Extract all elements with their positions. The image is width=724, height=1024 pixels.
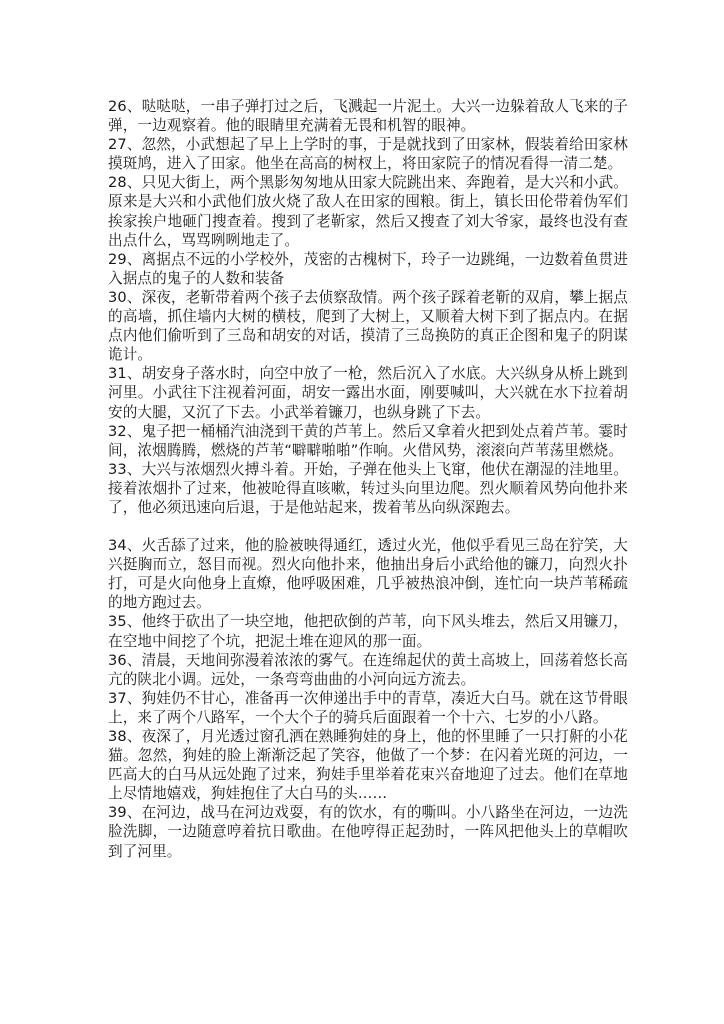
paragraph-32 xyxy=(108,422,628,460)
paragraph-text: 只见大街上，两个黑影匆匆地从田家大院跳出来、奔跑着，是大兴和小武。原来是大兴和小武他们放火烧了敌人在田家的囤粮。街上，镇长田伦带着伪军们挨家挨户地砸门搜查着。搜到了老靳家，然后又搜查了刘大爷家，最终也没有查出点什么，骂骂咧咧地走了。 xyxy=(108,174,628,249)
paragraph-number: 39、 xyxy=(108,804,142,822)
paragraph-text: 鬼子把一桶桶汽油浇到干黄的芦苇上。然后又拿着火把到处点着芦苇。霎时间，浓烟腾腾，燃烧的芦苇“噼噼啪啪”作响。火借风势，滚滚向芦苇荡里燃烧。 xyxy=(108,422,628,459)
paragraph-38 xyxy=(108,727,628,803)
paragraph-text: 他终于砍出了一块空地，他把砍倒的芦苇，向下风头堆去，然后又用镰刀，在空地中间挖了个坑，把泥土堆在迎风的那一面。 xyxy=(108,613,628,650)
paragraph-number: 31、 xyxy=(108,365,142,383)
paragraph-number: 30、 xyxy=(108,288,142,306)
paragraph-text: 大兴与浓烟烈火搏斗着。开始，子弹在他头上飞窜，他伏在潮湿的洼地里。接着浓烟扑了过来，他被呛得直咳嗽，转过头向里边爬。烈火顺着风势向他扑来了，他必须迅速向后退，于是他站起来，拨着苇丛向纵深跑去。 xyxy=(108,460,628,516)
paragraph-39 xyxy=(108,803,628,860)
paragraph-number: 34、 xyxy=(108,537,142,555)
paragraph-number: 33、 xyxy=(108,460,142,478)
paragraph-27 xyxy=(108,135,628,173)
paragraph-26 xyxy=(108,97,628,135)
paragraph-29 xyxy=(108,250,628,288)
paragraph-text: 深夜，老靳带着两个孩子去侦察敌情。两个孩子踩着老靳的双肩，攀上据点的高墙，抓住墙内大树的横枝，爬到了大树上，又顺着大树下到了据点内。在据点内他们偷听到了三岛和胡安的对话，摸清了三岛换防的真正企图和鬼子的阴谋诡计。 xyxy=(108,288,628,364)
paragraph-number: 36、 xyxy=(108,651,142,669)
paragraph-number: 28、 xyxy=(108,174,142,192)
paragraph-text: 夜深了，月光透过窗孔洒在熟睡狗娃的身上，他的怀里睡了一只打鼾的小花猫。忽然，狗娃的脸上渐渐泛起了笑容，他做了一个梦：在闪着光斑的河边，一匹高大的白马从远处跑了过来，狗娃手里举着花束兴奋地迎了过去。他们在草地上尽情地嬉戏，狗娃抱住了大白马的头…… xyxy=(108,728,628,803)
paragraph-35 xyxy=(108,612,628,650)
paragraph-text: 胡安身子落水时，向空中放了一枪，然后沉入了水底。大兴纵身从桥上跳到河里。小武往下注视着河面，胡安一露出水面，刚要喊叫，大兴就在水下拉着胡安的大腿，又沉了下去。小武举着镰刀，也纵身跳了下去。 xyxy=(108,365,628,421)
paragraph-number: 27、 xyxy=(108,136,142,154)
paragraph-30 xyxy=(108,288,628,364)
paragraph-number: 32、 xyxy=(108,422,142,440)
blank-line xyxy=(108,517,628,536)
paragraph-text: 哒哒哒，一串子弹打过之后，飞溅起一片泥土。大兴一边躲着敌人飞来的子弹，一边观察着。他的眼睛里充满着无畏和机智的眼神。 xyxy=(108,98,628,135)
paragraph-text: 狗娃仍不甘心，准备再一次伸递出手中的青草，凑近大白马。就在这节骨眼上，来了两个八路军，一个大个子的骑兵后面跟着一个十六、七岁的小八路。 xyxy=(108,689,628,726)
paragraph-31 xyxy=(108,364,628,421)
paragraph-number: 37、 xyxy=(108,689,142,707)
paragraph-text: 清晨，天地间弥漫着浓浓的雾气。在连绵起伏的黄土高坡上，回荡着悠长高亢的陕北小调。远处，一条弯弯曲曲的小河向远方流去。 xyxy=(108,651,628,688)
paragraph-text: 忽然，小武想起了早上上学时的事，于是就找到了田家林，假装着给田家林摸斑鸠，进入了田家。他坐在高高的树杈上，将田家院子的情况看得一清二楚。 xyxy=(108,136,628,173)
document-body xyxy=(108,97,628,861)
paragraph-number: 35、 xyxy=(108,613,142,631)
paragraph-number: 26、 xyxy=(108,98,142,115)
paragraph-36 xyxy=(108,651,628,689)
paragraph-28 xyxy=(108,173,628,249)
paragraph-text: 火舌舔了过来，他的脸被映得通红，透过火光，他似乎看见三岛在狞笑，大兴挺胸而立，怒目而视。烈火向他扑来，他抽出身后小武给他的镰刀，向烈火扑打，可是火向他身上直燎，他呼吸困难，几乎被热浪冲倒，连忙向一块芦苇稀疏的地方跑过去。 xyxy=(108,537,628,612)
paragraph-number: 38、 xyxy=(108,728,142,745)
paragraph-text: 离据点不远的小学校外，茂密的古槐树下，玲子一边跳绳，一边数着鱼贯进入据点的鬼子的人数和装备 xyxy=(108,250,628,287)
paragraph-37 xyxy=(108,689,628,727)
paragraph-number: 29、 xyxy=(108,250,142,268)
paragraph-33 xyxy=(108,460,628,517)
paragraph-text: 在河边，战马在河边戏耍，有的饮水，有的嘶叫。小八路坐在河边，一边洗脸洗脚，一边随意哼着抗日歌曲。在他哼得正起劲时，一阵风把他头上的草帽吹到了河里。 xyxy=(108,804,628,860)
paragraph-34 xyxy=(108,536,628,612)
